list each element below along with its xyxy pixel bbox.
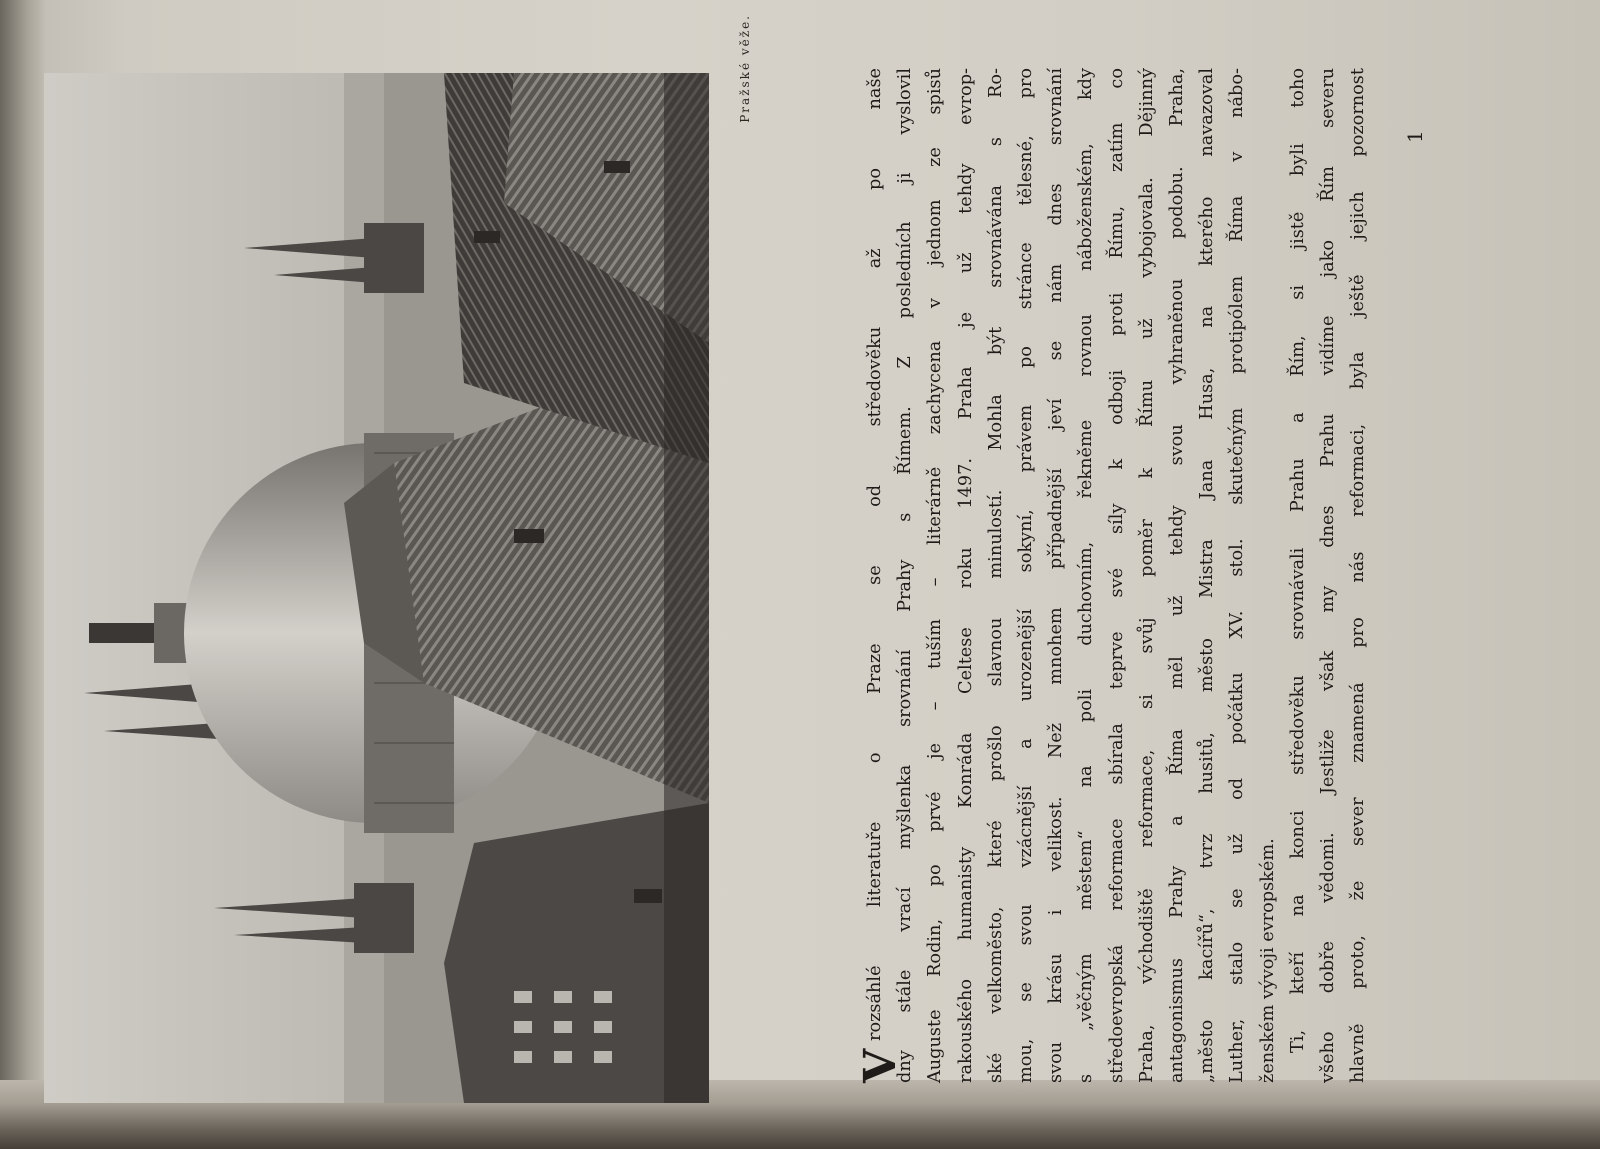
- photo-illustration: [44, 73, 709, 1103]
- text-line: středoevropská reformace sbírala teprve své síly k odboji proti Římu, zatím co: [1106, 68, 1127, 1083]
- text-line: Auguste Rodin, po prvé je – tuším – literárně zachycena v jednom ze spisů: [925, 68, 946, 1083]
- text-line: rozsáhlé literatuře o Praze se od středověku až po naše: [865, 68, 885, 1041]
- paragraph-1: [855, 68, 1283, 1083]
- text-line: „město kacířů“, tvrz husitů, město Mistra Jana Husa, na kterého navazoval: [1197, 68, 1218, 1083]
- text-line: Praha, východiště reformace, si svůj poměr k Římu už vybojovala. Dějinný: [1136, 68, 1157, 1083]
- text-line: ženském vývoji evropském.: [1257, 838, 1278, 1083]
- text-line: svou krásu i velikost. Než mnohem případnější jeví se nám dnes srovnání: [1046, 68, 1067, 1083]
- text-line: hlavně proto, že sever znamená pro nás reformaci, byla ještě jejich pozornost: [1348, 68, 1369, 1083]
- text-line: ské velkoměsto, které prošlo slavnou minulostí. Mohla být srovnávána s Ro-: [985, 68, 1006, 1083]
- text-line: s „věčným městem“ na poli duchovním, řekněme rovnou náboženském, kdy: [1076, 68, 1097, 1083]
- drop-cap: V: [855, 1048, 906, 1083]
- text-line: Luther, stalo se už od počátku XV. stol. skutečným protipólem Říma v nábo-: [1227, 68, 1248, 1083]
- text-line: antagonismus Prahy a Říma měl už tehdy svou vyhraněnou podobu. Praha,: [1167, 68, 1188, 1083]
- article-body: [855, 68, 1373, 1083]
- text-line: mou, se svou vzácnější a urozenější sokyní, právem po stránce tělesné, pro: [1016, 68, 1037, 1083]
- photo-caption: Pražské věže.: [738, 14, 752, 123]
- paragraph-2: [1283, 68, 1374, 1083]
- text-line: dny stále vrací myšlenka srovnání Prahy s Římem. Z posledních ji vyslovil: [895, 68, 916, 1083]
- text-line: rakouského humanisty Konráda Celtese roku 1497. Praha je už tehdy evrop-: [955, 68, 976, 1083]
- text-line: všeho dobře vědomi. Jestliže však my dnes Prahu vidíme jako Řím severu: [1318, 68, 1339, 1083]
- page-number: 1: [1403, 130, 1427, 143]
- text-line: Ti, kteří na konci středověku srovnávali Prahu a Řím, si jistě byli toho: [1287, 68, 1308, 1053]
- prague-towers-photograph: [44, 73, 709, 1103]
